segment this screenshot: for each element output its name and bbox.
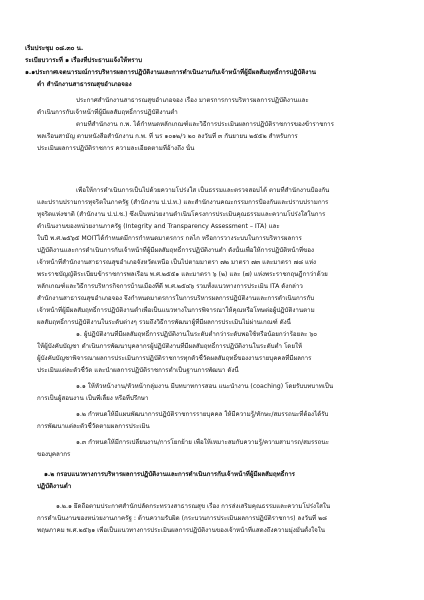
paragraph-line: พระราชบัญญัติระเบียบข้าราชการพลเรือน พ.ศ.๒๕๕๑ และมาตรา ๖ (๒) และ (๗) แห่งพระราชกฤษฎีกาว่าด้วย [37, 271, 328, 278]
meeting-start-line: เริ่มประชุม ๐๘.๓๐ น. [25, 45, 84, 52]
paragraph-line: ประกาศสำนักงานสาธารณสุขอำเภอจอง เรื่อง มาตรการการบริหารผลการปฏิบัติงานและ [76, 97, 309, 104]
paragraph-line: ดำเนินการกับเจ้าหน้าที่ผู้มีผลสัมฤทธิ์การปฏิบัติงานต่ำ [37, 109, 178, 116]
paragraph-line: ดำเนินงานของหน่วยงานภาครัฐ (Integrity and Transparency Assessment – ITA) และ [37, 223, 280, 230]
paragraph-line: ของบุคลากร [37, 451, 71, 458]
paragraph-line: หลักเกณฑ์และวิธีการบริหารกิจการบ้านเมืองที่ดี พ.ศ.๒๕๔๖ รวมทั้งแนวทางการประเมิน ITA ดังกล่าว [37, 283, 303, 290]
paragraph-line: ประเมินผลการปฏิบัติราชการ ความละเอียดตามที่อ้างถึง นั้น [37, 145, 195, 152]
paragraph-line: การเป็นผู้สอนงาน เป็นพี่เลี้ยง หรือที่ปรึกษา [37, 395, 149, 402]
paragraph-line: การดำเนินงานของหน่วยงานภาครัฐ : ด้านความรับผิด (กระบวนการประเมินผลการปฏิบัติราชการ) ลงวันที่ ๒๘ [37, 515, 327, 522]
paragraph-line: ประเมินแต่ละตัวชี้วัด และนำผลการปฏิบัติราชการต่ำเป็นฐานการพัฒนา ดังนี้ [37, 367, 239, 374]
list-item-1-3: ๑.๓ กำหนดให้มีการเปลี่ยนงาน/การโยกย้าย เพื่อให้เหมาะสมกับความรู้/ความสามารถ/สมรรถนะ [76, 439, 329, 446]
paragraph-line: เจ้าหน้าที่ผู้มีผลสัมฤทธิ์การปฏิบัติงานต่ำเพื่อเป็นแนวทางในการพิจารณาให้คุณหรือโทษต่อผู้ปฏิบัติงานตาม [37, 307, 315, 314]
list-item-1-2: ๑.๒ กำหนดให้มีแผนพัฒนาการปฏิบัติราชการรายบุคคล ให้มีความรู้/ทักษะ/สมรรถนะที่ต้องได้รับ [76, 411, 329, 418]
paragraph-line: การพัฒนาแต่ละตัวชี้วัดตามผลการประเมิน [37, 423, 150, 430]
paragraph-line: ผลสัมฤทธิ์การปฏิบัติงานในระดับต่างๆ รวมถึงวิธีการพัฒนาผู้ที่มีผลการประเมินไม่ผ่านเกณฑ์ ดังนี้ [37, 319, 291, 326]
paragraph-line: เพื่อให้การดำเนินการเป็นไปด้วยความโปร่งใส เป็นธรรมและตรวจสอบได้ ตามที่สำนักงานป้องกัน [76, 187, 330, 194]
section-heading-1-2-cont: ปฏิบัติงานต่ำ [37, 483, 72, 490]
paragraph-line: พลเรือนสามัญ ตามหนังสือสำนักงาน ก.พ. ที่ นร ๑๐๑๒/ว ๒๐ ลงวันที่ ๓ กันยายน ๒๕๕๒ สำหรับการ [37, 133, 298, 140]
section-heading-1-1: ๑.๑ประกาศเจตนารมณ์การบริหารผลการปฏิบัติงานและการดำเนินงานกับเจ้าหน้าที่ผู้มีผลสัมฤทธิ์การปฏิบัติงาน [25, 69, 316, 76]
paragraph-line: ปฏิบัติงานและการดำเนินการกับเจ้าหน้าที่ผู้มีผลสัมฤทธิ์การปฏิบัติงานต่ำ ดังนั้นเพื่อให้การปฏิบัติหน้าที่ของ [37, 247, 315, 254]
paragraph-line: สำนักงานสาธารณสุขอำเภอจอง จึงกำหนดมาตรการในการบริหารผลการปฏิบัติงานและการดำเนินการกับ [37, 295, 315, 302]
paragraph-line: และปราบปรามการทุจริตในภาครัฐ (สำนักงาน ป.ป.ท.) และสำนักงานคณะกรรมการป้องกันและปราบปรามการ [37, 199, 329, 206]
agenda-heading: ระเบียบวาระที่ ๑ เรื่องที่ประธานแจ้งให้ทราบ [25, 57, 143, 64]
paragraph-line: ทุจริตแห่งชาติ (สำนักงาน ป.ป.ช.) ซึ่งเป็นหน่วยงานดำเนินโครงการประเมินคุณธรรมและความโปร่งใสในการ [37, 211, 326, 218]
paragraph-line: ให้ผู้บังคับบัญชา ดำเนินการพัฒนาบุคลากรผู้ปฏิบัติงานที่มีผลสัมฤทธิ์การปฏิบัติงานในระดับต่ำ โดยให้ [37, 343, 303, 350]
list-item-1-1: ๑.๑ ให้หัวหน้างาน/หัวหน้ากลุ่มงาน มีบทบาทการสอน แนะนำงาน (coaching) โดยรับบทบาทเป็น [76, 383, 334, 390]
list-item-1: ๑. ผู้ปฏิบัติงานที่มีผลสัมฤทธิ์การปฏิบัติงานในระดับต่ำกว่าระดับพอใช้หรือน้อยกว่าร้อยละ ๖๐ [76, 331, 318, 338]
paragraph-line: เจ้าหน้าที่สำนักงานสาธารณสุขอำเภอจังหวัดเหนือ เป็นไปตามมาตรา ๗๒ มาตรา ๗๓ และมาตรา ๗๘ แห่ง [37, 259, 317, 266]
paragraph-line: ตามที่สำนักงาน ก.พ. ได้กำหนดหลักเกณฑ์และวิธีการประเมินผลการปฏิบัติราชการของข้าราชการ [76, 121, 334, 128]
paragraph-line: ๑.๒.๑ ยึดถือตามประกาศสำนักปลัดกระทรวงสาธารณสุข เรื่อง การส่งเสริมคุณธรรมและความโปร่งใสใน [56, 503, 331, 510]
section-heading-1-2: ๑.๒ กรอบแนวทางการบริหารผลการปฏิบัติงานและการดำเนินการกับเจ้าหน้าที่ผู้มีผลสัมฤทธิ์การ [44, 471, 296, 478]
paragraph-line: พฤษภาคม พ.ศ.๒๕๖๑ เพื่อเป็นแนวทางการประเมินผลการปฏิบัติงานของเจ้าหน้าที่แสดงถึงความมุ่งมั่นตั้งใจใน [37, 527, 325, 534]
section-heading-1-1-cont: ต่ำ สำนักงานสาธารณสุขอำเภอจอง [37, 81, 132, 88]
paragraph-line: ผู้บังคับบัญชาพิจารณาผลการประเมินการปฏิบัติราชการทุกตัวชี้วัดผลสัมฤทธิ์ของงานรายบุคคลที่มีผลการ [37, 355, 312, 362]
paragraph-line: ในปี พ.ศ.๒๕๖๕ MOITได้กำหนดมีการกำหนดมาตรการ กลไก หรือการวางระบบในการบริหารผลการ [37, 235, 302, 242]
